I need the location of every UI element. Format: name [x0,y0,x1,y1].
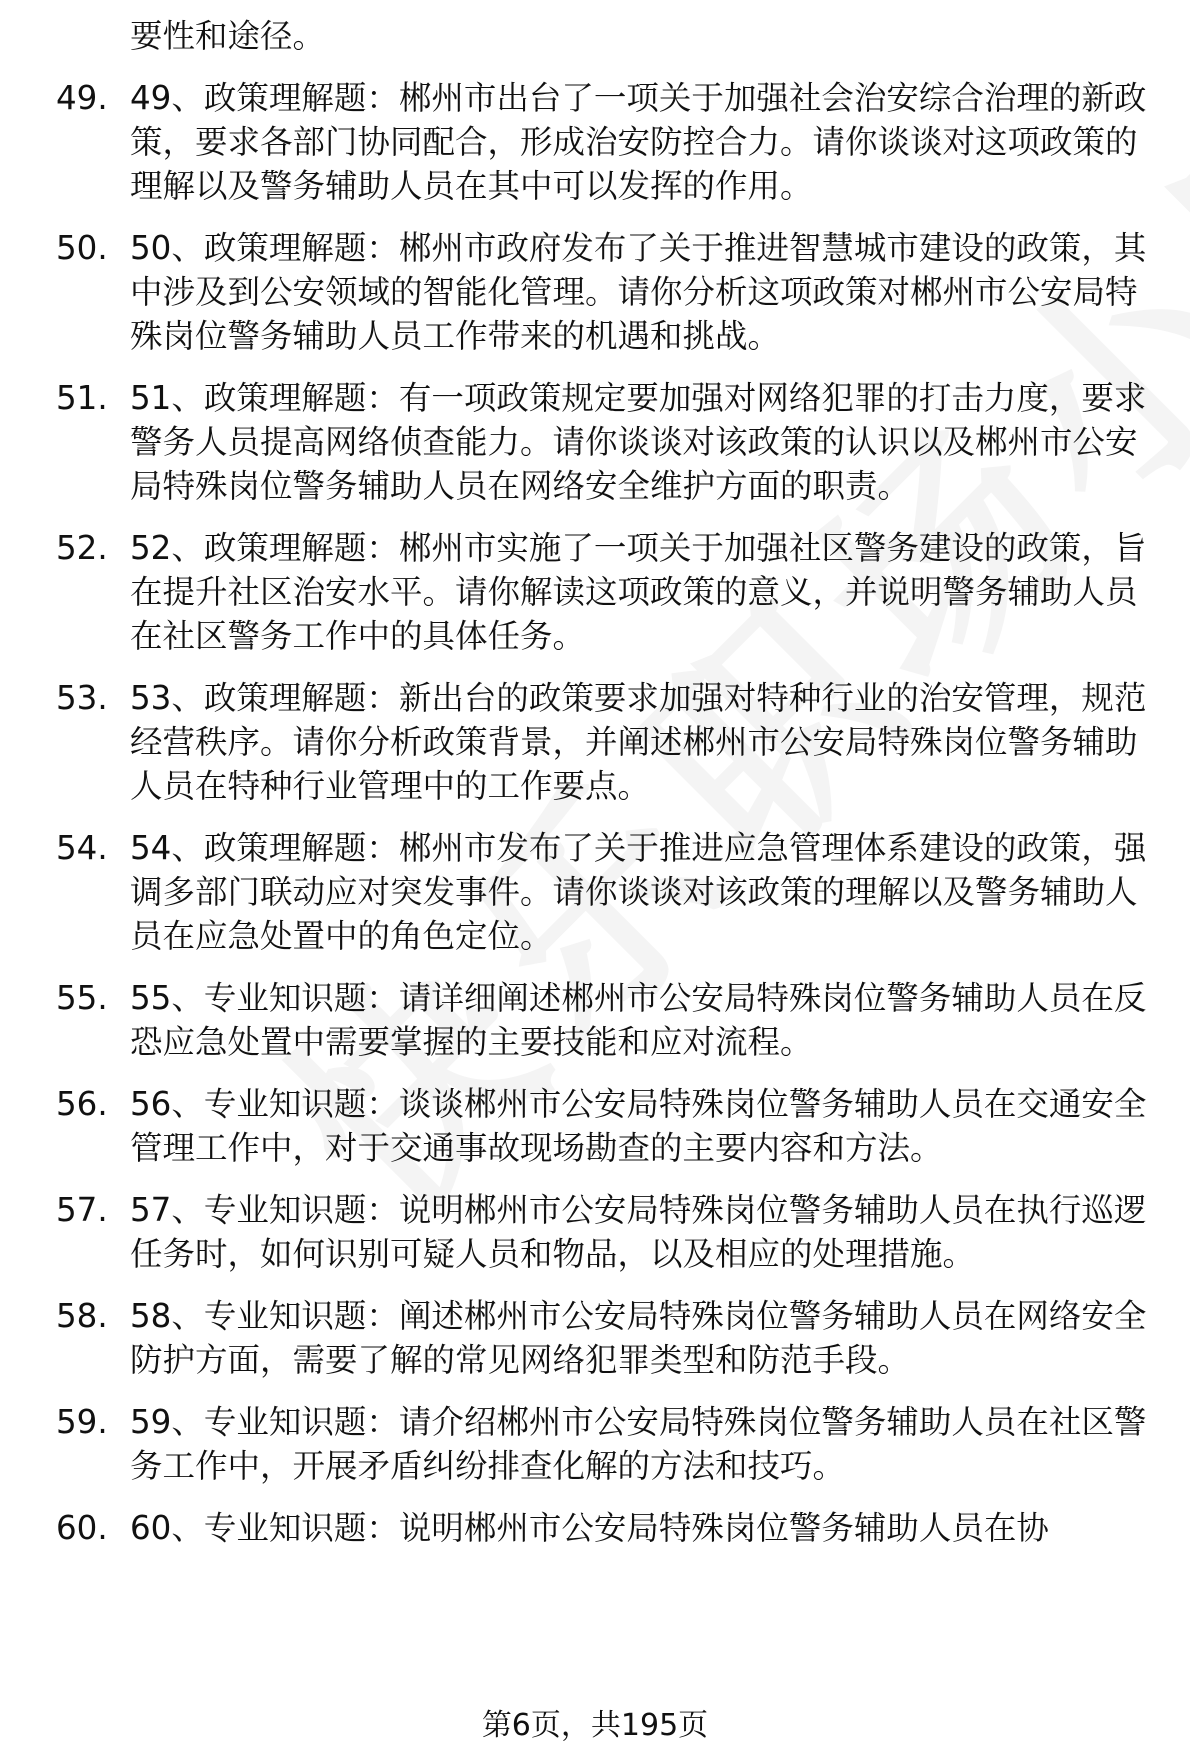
question-number: 51. [56,379,108,417]
question-item [0,826,1190,958]
question-number: 50. [56,229,108,267]
question-text: 56、专业知识题：谈谈郴州市公安局特殊岗位警务辅助人员在交通安全管理工作中，对于交通事故现场勘查的主要内容和方法。 [130,1085,1147,1167]
question-number: 57. [56,1191,108,1229]
question-number: 54. [56,829,108,867]
question-text: 55、专业知识题：请详细阐述郴州市公安局特殊岗位警务辅助人员在反恐应急处置中需要掌握的主要技能和应对流程。 [130,979,1147,1061]
question-number: 49. [56,79,108,117]
question-number: 58. [56,1297,108,1335]
question-item [0,976,1190,1064]
question-number: 60. [56,1509,108,1547]
question-item [0,1506,1190,1550]
question-text: 60、专业知识题：说明郴州市公安局特殊岗位警务辅助人员在协 [130,1509,1049,1547]
question-text: 53、政策理解题：新出台的政策要求加强对特种行业的治安管理，规范经营秩序。请你分析政策背景，并阐述郴州市公安局特殊岗位警务辅助人员在特种行业管理中的工作要点。 [130,679,1147,805]
question-text: 51、政策理解题：有一项政策规定要加强对网络犯罪的打击力度，要求警务人员提高网络侦查能力。请你谈谈对该政策的认识以及郴州市公安局特殊岗位警务辅助人员在网络安全维护方面的职责。 [130,379,1147,505]
question-number: 52. [56,529,108,567]
question-item [0,1294,1190,1382]
question-text: 57、专业知识题：说明郴州市公安局特殊岗位警务辅助人员在执行巡逻任务时，如何识别可疑人员和物品，以及相应的处理措施。 [130,1191,1147,1273]
question-text: 49、政策理解题：郴州市出台了一项关于加强社会治安综合治理的新政策，要求各部门协同配合，形成治安防控合力。请你谈谈对这项政策的理解以及警务辅助人员在其中可以发挥的作用。 [130,79,1147,205]
page-footer: 第6页，共195页 [481,1708,709,1743]
question-item [0,376,1190,508]
question-number: 59. [56,1403,108,1441]
question-number: 53. [56,679,108,717]
question-number: 56. [56,1085,108,1123]
question-item [0,526,1190,658]
question-item [0,1188,1190,1276]
question-text: 58、专业知识题：阐述郴州市公安局特殊岗位警务辅助人员在网络安全防护方面，需要了解的常见网络犯罪类型和防范手段。 [130,1297,1147,1379]
continued-text: 要性和途径。 [130,17,326,55]
question-list [0,76,1190,1550]
question-text: 54、政策理解题：郴州市发布了关于推进应急管理体系建设的政策，强调多部门联动应对突发事件。请你谈谈对该政策的理解以及警务辅助人员在应急处置中的角色定位。 [130,829,1147,955]
question-number: 55. [56,979,108,1017]
question-text: 50、政策理解题：郴州市政府发布了关于推进智慧城市建设的政策，其中涉及到公安领域的智能化管理。请你分析这项政策对郴州市公安局特殊岗位警务辅助人员工作带来的机遇和挑战。 [130,229,1147,355]
question-item [0,1082,1190,1170]
question-text: 52、政策理解题：郴州市实施了一项关于加强社区警务建设的政策，旨在提升社区治安水平。请你解读这项政策的意义，并说明警务辅助人员在社区警务工作中的具体任务。 [130,529,1147,655]
question-item [0,676,1190,808]
question-item [0,76,1190,208]
question-item [0,226,1190,358]
question-text: 59、专业知识题：请介绍郴州市公安局特殊岗位警务辅助人员在社区警务工作中，开展矛盾纠纷排查化解的方法和技巧。 [130,1403,1147,1485]
page-content [0,14,1190,1568]
question-item [0,1400,1190,1488]
